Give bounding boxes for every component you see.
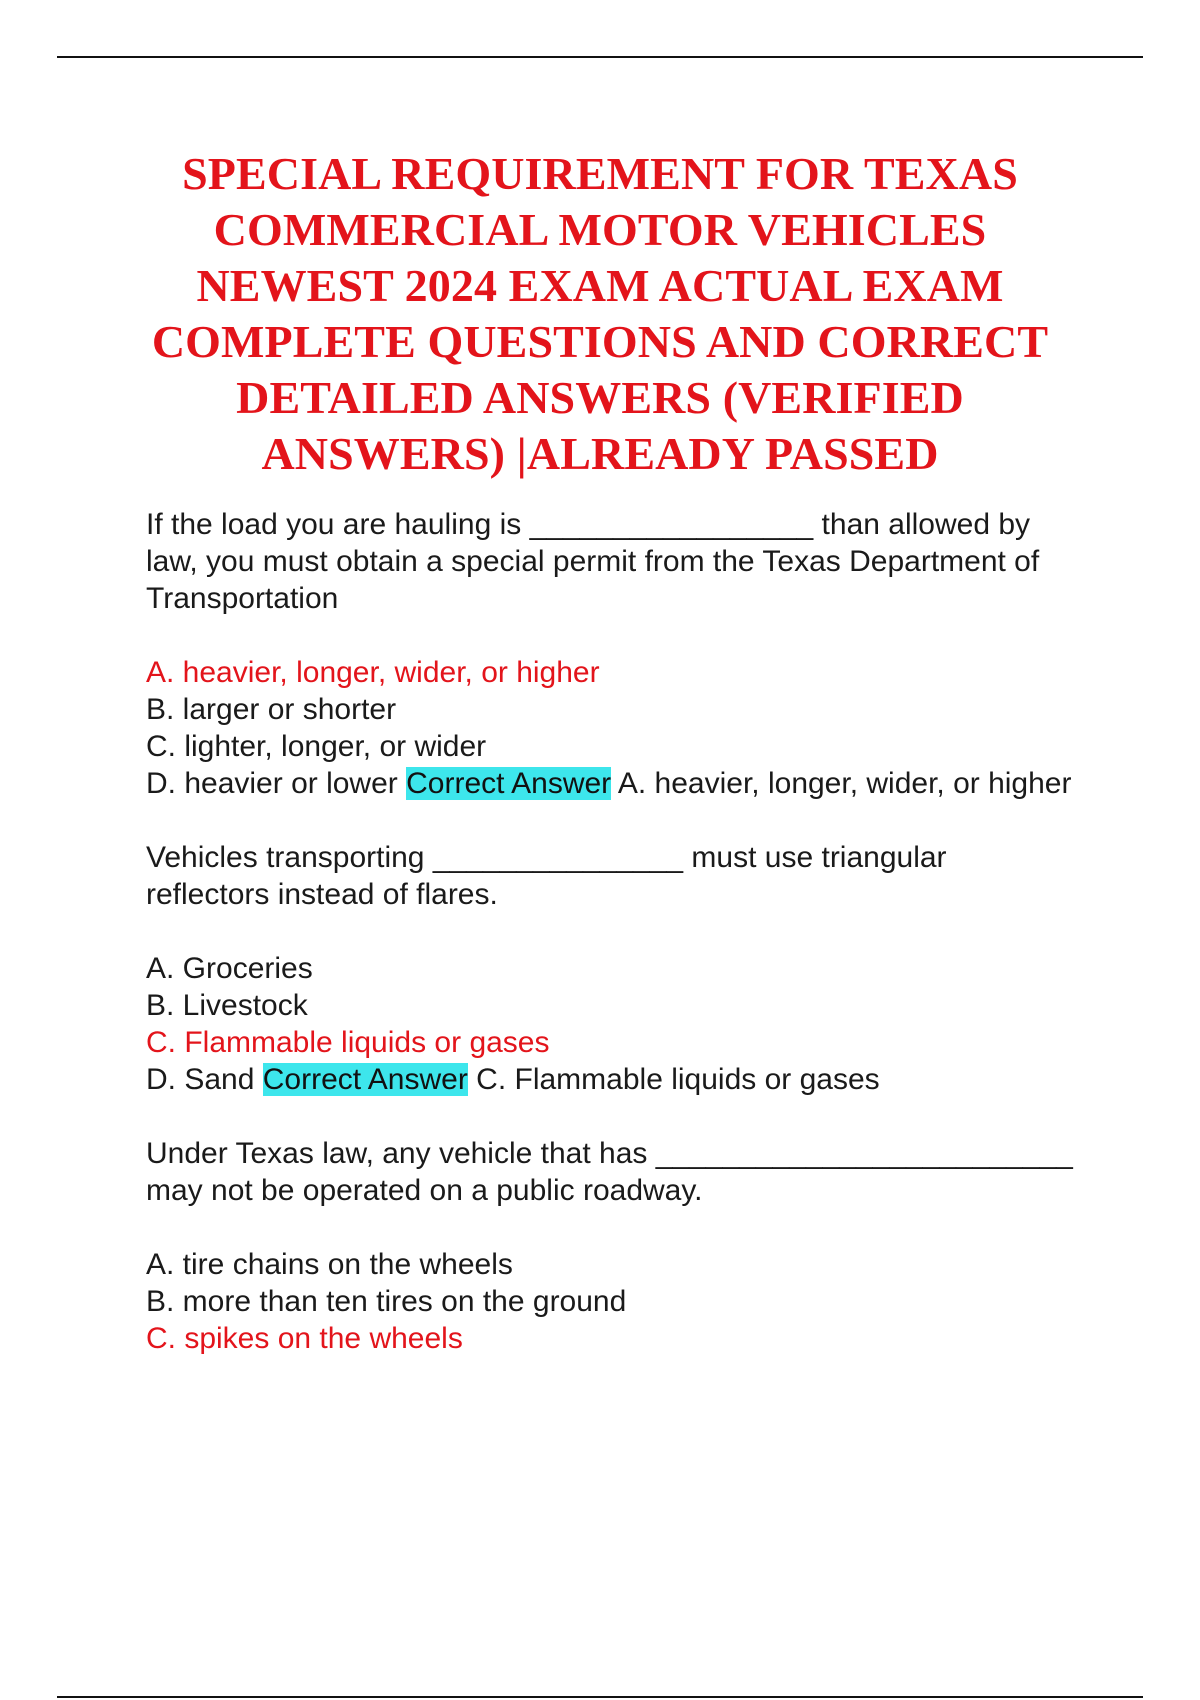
question-block [146, 839, 1076, 1098]
option-with-answer [146, 765, 1076, 802]
option: B. more than ten tires on the ground [146, 1285, 627, 1318]
bottom-rule [57, 1696, 1143, 1698]
correct-answer-highlight: Correct Answer [262, 1063, 468, 1096]
option-text: D. heavier or lower [146, 767, 398, 800]
option-correct: C. spikes on the wheels [146, 1322, 463, 1355]
option: A. Groceries [146, 952, 313, 985]
option: C. lighter, longer, or wider [146, 730, 487, 763]
answer-text: A. heavier, longer, wider, or higher [617, 767, 1072, 800]
question-block [146, 1135, 1076, 1357]
question-list [146, 506, 1076, 1394]
top-rule [57, 56, 1143, 58]
option-correct: A. heavier, longer, wider, or higher [146, 656, 600, 689]
option: B. Livestock [146, 989, 308, 1022]
answer-text: C. Flammable liquids or gases [476, 1063, 880, 1096]
question-text: Vehicles transporting _______________ must use triangular reflectors instead of flares. [146, 841, 947, 911]
question-text: If the load you are hauling is _________________ than allowed by law, you must obtain a special permit from the Texas Department of Transportation [146, 508, 1040, 615]
option-correct: C. Flammable liquids or gases [146, 1026, 550, 1059]
correct-answer-highlight: Correct Answer [406, 767, 612, 800]
option-text: D. Sand [146, 1063, 255, 1096]
option-with-answer [146, 1061, 1076, 1098]
document-title: SPECIAL REQUIREMENT FOR TEXAS COMMERCIAL MOTOR VEHICLES NEWEST 2024 EXAM ACTUAL EXAM COMPLETE QUESTIONS AND CORRECT DETAILED ANSWERS (VERIFIED ANSWERS) |ALREADY PASSED [151, 148, 1049, 479]
option: A. tire chains on the wheels [146, 1248, 513, 1281]
question-text: Under Texas law, any vehicle that has _________________________ may not be operated on a public roadway. [146, 1137, 1073, 1207]
question-block [146, 506, 1076, 802]
option: B. larger or shorter [146, 693, 397, 726]
